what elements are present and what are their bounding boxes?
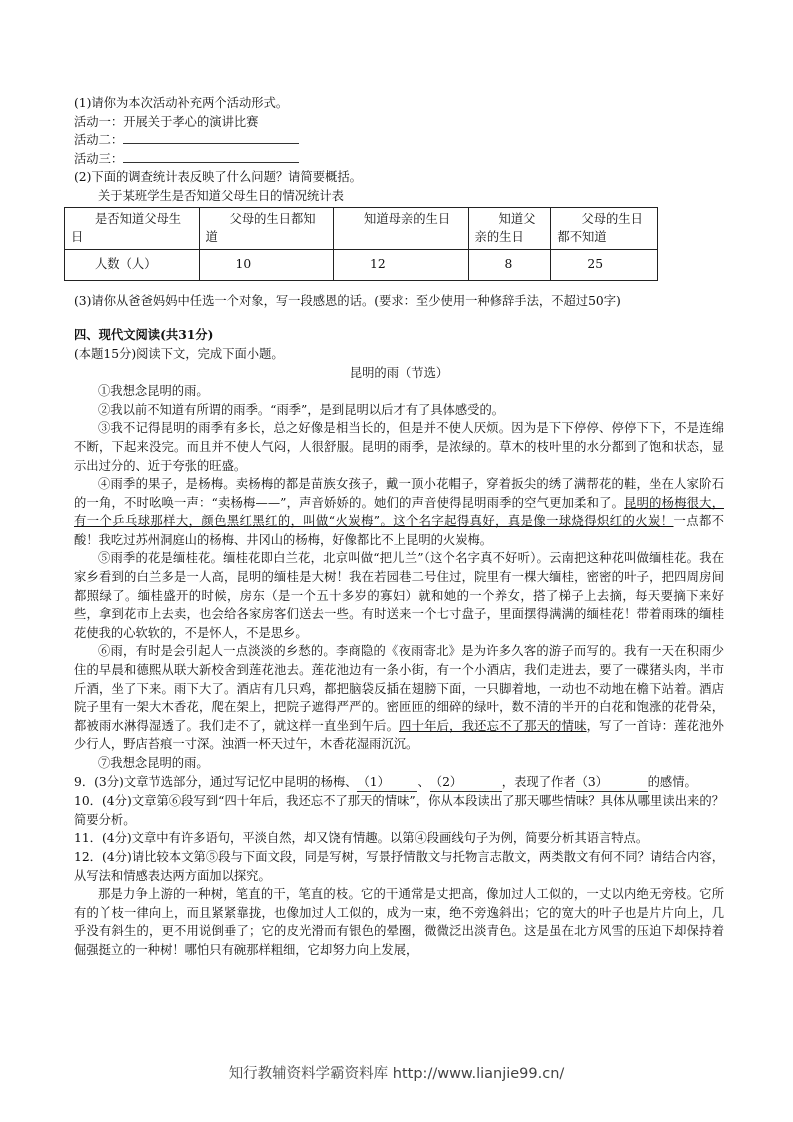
table-header-cell: 是否知道父母生日 bbox=[65, 207, 200, 249]
question-9-blank-3[interactable]: （3） bbox=[576, 773, 648, 793]
question-9-text-c: ，表现了作者 bbox=[501, 774, 576, 789]
table-cell: 25 bbox=[551, 249, 658, 280]
footer-watermark: 知行教辅资料学霸资料库 http://www.lianjie99.cn/ bbox=[228, 1066, 565, 1082]
question-2: (2)下面的调查统计表反映了什么问题？请简要概括。 bbox=[74, 170, 362, 185]
table-header-cell: 知道父亲的生日 bbox=[468, 207, 551, 249]
table-cell: 10 bbox=[199, 249, 334, 280]
question-9-blank-2[interactable]: （2） bbox=[430, 773, 502, 793]
table-caption: 关于某班学生是否知道父母生日的情况统计表 bbox=[98, 188, 344, 203]
activity-2-row bbox=[74, 131, 724, 150]
section-intro: (本题15分)阅读下文，完成下面小题。 bbox=[74, 346, 284, 361]
article-title: 昆明的雨（节选） bbox=[349, 365, 449, 380]
paragraph-1: ①我想念昆明的雨。 bbox=[98, 384, 209, 399]
paragraph-5: ⑤雨季的花是缅桂花。缅桂花即白兰花，北京叫做“把儿兰”（这个名字真不好听）。云南把这种花叫做缅桂花。我在家乡看到的白兰多是一人高，昆明的缅桂是大树！我在若园巷二号住过，院里有一棵大缅桂，密密的叶子，把四周房间都照绿了。缅桂盛开的时候，房东（是一个五十多岁的寡妇）就和她的一个养女，搭了梯子上去摘，每天要摘下来好些，拿到花市上去卖，也会给各家房客们送去一些。有时送来一个七寸盘子，里面摆得满满的缅桂花！带着雨珠的缅桂花使我的心软软的，不是怀人，不是思乡。 bbox=[74, 551, 724, 640]
paragraph-4-text-a: ④雨季的果子，是杨梅。卖杨梅的都是苗族女孩子，戴一顶小花帽子，穿着扳尖的绣了满帮花的鞋，坐在人家阶石的一角，不时吆唤一声：“卖杨梅——”，声音娇娇的。她们的声音使得昆明雨季的空气更加柔和了。 bbox=[74, 477, 724, 510]
question-1: (1)请你为本次活动补充两个活动形式。 bbox=[74, 96, 289, 110]
table-header-cell: 父母的生日都知道 bbox=[199, 207, 334, 249]
paragraph-4 bbox=[74, 475, 724, 549]
question-3: (3)请你从爸爸妈妈中任选一个对象，写一段感恩的话。(要求：至少使用一种修辞手法，不超过50字) bbox=[74, 293, 621, 308]
excerpt-paragraph: 那是力争上游的一种树，笔直的干，笔直的枝。它的干通常是丈把高，像加过人工似的，一丈以内绝无旁枝。它所有的丫枝一律向上，而且紧紧靠拢，也像加过人工似的，成为一束，绝不旁逸斜出；它的宽大的叶子也是片片向上，几乎没有斜生的，更不用说倒垂了；它的皮光滑而有银色的晕圈，微微泛出淡青色。这是虽在北方风雪的压迫下却保持着倔强挺立的一种树！哪怕只有碗那样粗细，它却努力向上发展， bbox=[74, 887, 724, 957]
table-cell: 8 bbox=[468, 249, 551, 280]
activity-3-label: 活动三： bbox=[74, 151, 124, 166]
question-9-sep: 、 bbox=[417, 774, 430, 789]
table-row bbox=[65, 249, 658, 280]
question-11: 11．(4分)文章中有许多语句，平淡自然，却又饶有情趣。以第④段画线句子为例，简要分析其语言特点。 bbox=[74, 831, 649, 846]
paragraph-7: ⑦我想念昆明的雨。 bbox=[98, 756, 209, 770]
section-heading: 四、现代文阅读(共31分) bbox=[74, 327, 214, 343]
activity-2-blank[interactable] bbox=[123, 131, 299, 144]
activity-2-label: 活动二： bbox=[74, 133, 124, 148]
activity-1: 活动一：开展关于孝心的演讲比赛 bbox=[74, 114, 259, 129]
paragraph-3: ③我不记得昆明的雨季有多长，总之好像是相当长的，但是并不使人厌烦。因为是下下停停、停停下下，不是连绵不断，下起来没完。而且并不使人气闷，人很舒服。昆明的雨季，是浓绿的。草木的枝叶里的水分都到了饱和状态，显示出过分的、近于夸张的旺盛。 bbox=[74, 421, 724, 473]
table-cell: 12 bbox=[334, 249, 469, 280]
paragraph-6-text-a: ⑥雨，有时是会引起人一点淡淡的乡愁的。李商隐的《夜雨寄北》是为许多久客的游子而写的。我有一天在积雨少住的早晨和德熙从联大新校舍到莲花池去。莲花池边有一条小街，有一个小酒店，我们走进去，要了一碟猪头肉，半市斤酒，坐了下来。雨下大了。酒店有几只鸡，都把脑袋反插在翅膀下面，一只脚着地，一动也不动地在檐下站着。酒店院子里有一架大木香花，爬在架上，把院子遮得严严的。密匝匝的细碎的绿叶，数不清的半开的白花和饱涨的花骨朵，都被雨水淋得湿透了。我们走不了，就这样一直坐到午后。 bbox=[74, 644, 724, 733]
question-9-blank-1[interactable]: （1） bbox=[357, 773, 417, 793]
table-row-label: 人数（人） bbox=[65, 249, 200, 280]
question-9-text-d: 的感情。 bbox=[647, 774, 697, 789]
survey-table bbox=[64, 207, 658, 281]
document-page bbox=[71, 94, 724, 960]
question-10: 10．(4分)文章第⑥段写到“四十年后，我还忘不了那天的情味”，你从本段读出了那天哪些情味？具体从哪里读出来的？简要分析。 bbox=[74, 794, 724, 827]
paragraph-4-text-b: 一点都不酸！我吃过苏州洞庭山的杨梅、井冈山的杨梅，好像都比不上昆明的火炭梅。 bbox=[74, 514, 724, 547]
paragraph-6-underlined: 四十年后，我还忘不了那天的情味 bbox=[399, 718, 587, 733]
question-9 bbox=[74, 773, 724, 793]
table-header-cell: 知道母亲的生日 bbox=[334, 207, 469, 249]
table-header-row bbox=[65, 207, 658, 249]
paragraph-2: ②我以前不知道有所谓的雨季。“雨季”，是到昆明以后才有了具体感受的。 bbox=[98, 402, 505, 417]
question-9-text-a: 9．(3分)文章节选部分，通过写记忆中昆明的杨梅、 bbox=[74, 774, 358, 789]
paragraph-6 bbox=[74, 642, 724, 754]
paragraph-6-text-b: ，写了一首诗：莲花池外少行人，野店苔痕一寸深。浊酒一杯天过午，木香花湿雨沉沉。 bbox=[74, 718, 724, 752]
activity-3-row bbox=[74, 150, 724, 169]
table-header-cell: 父母的生日都不知道 bbox=[551, 207, 658, 249]
question-12: 12．(4分)请比较本文第⑤段与下面文段，同是写树，写景抒情散文与托物言志散文，两类散文有何不同？请结合内容，从写法和情感表达两方面加以探究。 bbox=[74, 849, 724, 883]
paragraph-4-underlined: 昆明的杨梅很大，有一个乒乓球那样大，颜色黑红黑红的，叫做“火炭梅”。这个名字起得真好，真是像一球烧得炽红的火炭！ bbox=[74, 495, 724, 529]
activity-3-blank[interactable] bbox=[123, 150, 299, 163]
